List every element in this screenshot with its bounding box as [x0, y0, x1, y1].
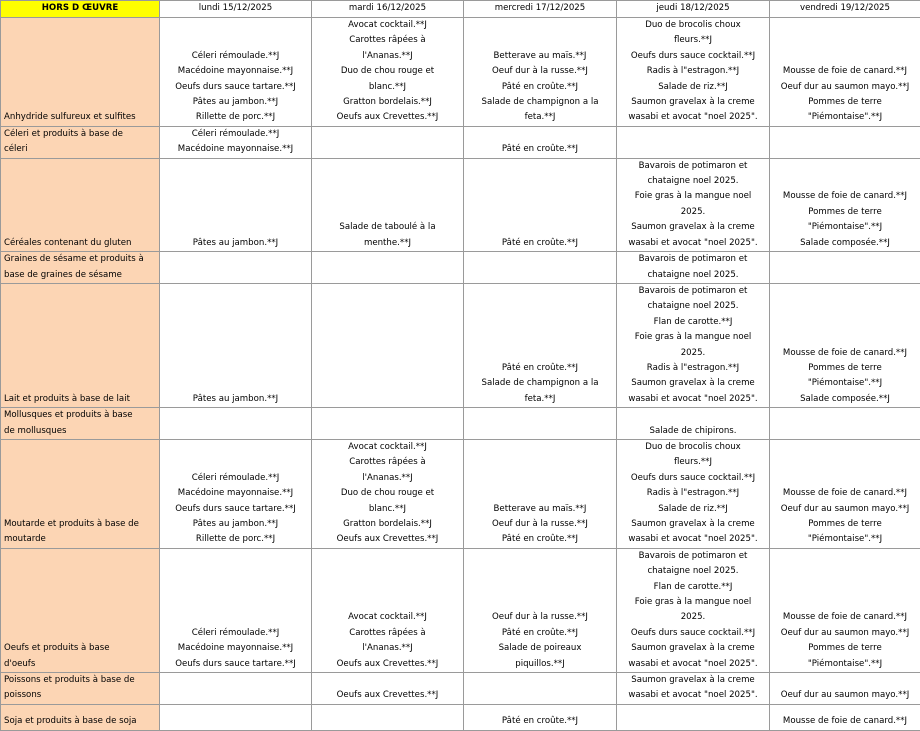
dish-line: fleurs.**J	[619, 455, 767, 470]
allergen-label	[1, 704, 160, 730]
dish-line: Oeuf dur au saumon mayo.**J	[772, 626, 918, 641]
dish-line: Oeuf dur au saumon mayo.**J	[772, 80, 918, 95]
menu-cell	[464, 158, 617, 251]
menu-cell	[312, 252, 464, 284]
menu-cell	[160, 126, 312, 158]
menu-cell	[464, 283, 617, 407]
menu-cell	[160, 18, 312, 127]
dish-line: Flan de carotte.**J	[619, 315, 767, 330]
menu-cell	[464, 408, 617, 440]
menu-cell	[770, 283, 920, 407]
dish-line: Saumon gravelax à la creme	[619, 95, 767, 110]
dish-line: Duo de brocolis choux	[619, 440, 767, 455]
dish-line: Pâté en croûte.**J	[466, 236, 614, 251]
allergen-label	[1, 283, 160, 407]
allergen-label	[1, 408, 160, 440]
dish-line: wasabi et avocat "noel 2025".	[619, 110, 767, 125]
header-row	[1, 1, 920, 18]
menu-cell	[464, 704, 617, 730]
dish-line: Pommes de terre	[772, 95, 918, 110]
dish-line: fleurs.**J	[619, 33, 767, 48]
dish-line: chataigne noel 2025.	[619, 564, 767, 579]
dish-line: Macédoine mayonnaise.**J	[162, 64, 309, 79]
dish-line: Salade de poireaux	[466, 641, 614, 656]
allergen-label-line: Poissons et produits à base de	[4, 673, 157, 688]
allergen-row	[1, 283, 920, 407]
menu-cell	[312, 18, 464, 127]
dish-line: chataigne noel 2025.	[619, 299, 767, 314]
allergen-label	[1, 548, 160, 672]
dish-line: feta.**J	[466, 110, 614, 125]
day-header: lundi 15/12/2025	[160, 1, 312, 18]
dish-line: Pâté en croûte.**J	[466, 361, 614, 376]
dish-line: Radis à l"estragon.**J	[619, 486, 767, 501]
dish-line: Pommes de terre	[772, 361, 918, 376]
menu-cell	[617, 439, 770, 548]
dish-line: "Piémontaise".**J	[772, 220, 918, 235]
dish-line: Mousse de foie de canard.**J	[772, 610, 918, 625]
menu-cell	[770, 548, 920, 672]
dish-line: Oeuf dur au saumon mayo.**J	[772, 502, 918, 517]
dish-line: Macédoine mayonnaise.**J	[162, 641, 309, 656]
menu-cell	[312, 673, 464, 705]
menu-cell	[617, 408, 770, 440]
allergen-label	[1, 158, 160, 251]
dish-line: Mousse de foie de canard.**J	[772, 189, 918, 204]
menu-cell	[617, 126, 770, 158]
allergen-label	[1, 126, 160, 158]
dish-line: Radis à l"estragon.**J	[619, 64, 767, 79]
dish-line: Pâté en croûte.**J	[466, 142, 614, 157]
dish-line: wasabi et avocat "noel 2025".	[619, 236, 767, 251]
allergen-label-line: Graines de sésame et produits à	[4, 252, 157, 267]
dish-line: Pommes de terre	[772, 205, 918, 220]
menu-cell	[160, 252, 312, 284]
allergen-row	[1, 439, 920, 548]
dish-line: Duo de brocolis choux	[619, 18, 767, 33]
dish-line: Pâté en croûte.**J	[466, 714, 614, 729]
allergen-label-line: d'oeufs	[4, 657, 157, 672]
dish-line: Salade de riz.**J	[619, 502, 767, 517]
menu-cell	[464, 252, 617, 284]
dish-line: Mousse de foie de canard.**J	[772, 64, 918, 79]
allergen-label	[1, 252, 160, 284]
dish-line: Avocat cocktail.**J	[314, 610, 461, 625]
dish-line: Oeufs durs sauce cocktail.**J	[619, 626, 767, 641]
allergen-row	[1, 252, 920, 284]
menu-cell	[464, 439, 617, 548]
menu-cell	[312, 548, 464, 672]
dish-line: Pâtes au jambon.**J	[162, 236, 309, 251]
menu-cell	[617, 283, 770, 407]
allergen-label-line: Céréales contenant du gluten	[4, 236, 157, 251]
dish-line: Radis à l"estragon.**J	[619, 361, 767, 376]
dish-line: Salade de taboulé à la	[314, 220, 461, 235]
menu-cell	[770, 673, 920, 705]
dish-line: Oeufs durs sauce tartare.**J	[162, 80, 309, 95]
dish-line: Pâtes au jambon.**J	[162, 517, 309, 532]
menu-cell	[617, 18, 770, 127]
dish-line: piquillos.**J	[466, 657, 614, 672]
section-title: HORS D ŒUVRE	[1, 1, 160, 18]
allergen-row	[1, 158, 920, 251]
day-header: mardi 16/12/2025	[312, 1, 464, 18]
dish-line: Oeufs durs sauce cocktail.**J	[619, 49, 767, 64]
allergen-label	[1, 18, 160, 127]
dish-line: Carottes râpées à	[314, 626, 461, 641]
dish-line: Céleri rémoulade.**J	[162, 127, 309, 142]
dish-line: Oeufs aux Crevettes.**J	[314, 532, 461, 547]
day-header: vendredi 19/12/2025	[770, 1, 920, 18]
menu-cell	[160, 158, 312, 251]
menu-cell	[770, 408, 920, 440]
dish-line: Duo de chou rouge et	[314, 486, 461, 501]
menu-cell	[464, 548, 617, 672]
dish-line: Avocat cocktail.**J	[314, 440, 461, 455]
dish-line: Oeufs aux Crevettes.**J	[314, 657, 461, 672]
dish-line: Foie gras à la mangue noel	[619, 189, 767, 204]
menu-cell	[312, 704, 464, 730]
dish-line: l'Ananas.**J	[314, 641, 461, 656]
dish-line: "Piémontaise".**J	[772, 110, 918, 125]
dish-line: wasabi et avocat "noel 2025".	[619, 392, 767, 407]
dish-line: Oeufs durs sauce tartare.**J	[162, 657, 309, 672]
menu-cell	[617, 673, 770, 705]
dish-line: Gratton bordelais.**J	[314, 517, 461, 532]
menu-cell	[312, 126, 464, 158]
dish-line: Céleri rémoulade.**J	[162, 49, 309, 64]
dish-line: Betterave au maïs.**J	[466, 502, 614, 517]
dish-line: Duo de chou rouge et	[314, 64, 461, 79]
dish-line: Céleri rémoulade.**J	[162, 626, 309, 641]
dish-line: 2025.	[619, 346, 767, 361]
dish-line: Mousse de foie de canard.**J	[772, 486, 918, 501]
allergen-label-line: Anhydride sulfureux et sulfites	[4, 110, 157, 125]
dish-line: Saumon gravelax à la creme	[619, 220, 767, 235]
dish-line: "Piémontaise".**J	[772, 657, 918, 672]
menu-cell	[617, 158, 770, 251]
dish-line: Oeuf dur à la russe.**J	[466, 610, 614, 625]
allergen-label-line: de mollusques	[4, 424, 157, 439]
menu-cell	[312, 158, 464, 251]
dish-line: Oeufs aux Crevettes.**J	[314, 688, 461, 703]
allergen-label-line: Mollusques et produits à base	[4, 408, 157, 423]
dish-line: Pâté en croûte.**J	[466, 80, 614, 95]
dish-line: Bavarois de potimaron et	[619, 159, 767, 174]
menu-cell	[160, 704, 312, 730]
menu-cell	[464, 673, 617, 705]
allergen-row	[1, 704, 920, 730]
dish-line: Mousse de foie de canard.**J	[772, 714, 918, 729]
menu-cell	[312, 283, 464, 407]
dish-line: chataigne noel 2025.	[619, 268, 767, 283]
allergen-label-line: poissons	[4, 688, 157, 703]
allergen-label-line: base de graines de sésame	[4, 268, 157, 283]
dish-line: 2025.	[619, 610, 767, 625]
dish-line: Foie gras à la mangue noel	[619, 595, 767, 610]
menu-cell	[160, 408, 312, 440]
dish-line: Bavarois de potimaron et	[619, 549, 767, 564]
menu-cell	[312, 408, 464, 440]
dish-line: Betterave au maïs.**J	[466, 49, 614, 64]
dish-line: Saumon gravelax à la creme	[619, 376, 767, 391]
dish-line: Flan de carotte.**J	[619, 580, 767, 595]
dish-line: menthe.**J	[314, 236, 461, 251]
dish-line: Salade de champignon a la	[466, 95, 614, 110]
dish-line: Pâtes au jambon.**J	[162, 95, 309, 110]
dish-line: 2025.	[619, 205, 767, 220]
dish-line: l'Ananas.**J	[314, 49, 461, 64]
allergen-label-line: Lait et produits à base de lait	[4, 392, 157, 407]
menu-cell	[160, 548, 312, 672]
dish-line: Pâté en croûte.**J	[466, 626, 614, 641]
dish-line: Salade composée.**J	[772, 392, 918, 407]
dish-line: Pommes de terre	[772, 517, 918, 532]
dish-line: Salade de champignon a la	[466, 376, 614, 391]
allergen-rows	[1, 18, 920, 731]
menu-cell	[312, 439, 464, 548]
dish-line: Oeufs aux Crevettes.**J	[314, 110, 461, 125]
dish-line: Bavarois de potimaron et	[619, 284, 767, 299]
menu-cell	[770, 18, 920, 127]
dish-line: Salade de chipirons.	[619, 424, 767, 439]
menu-cell	[160, 673, 312, 705]
allergen-row	[1, 548, 920, 672]
dish-line: l'Ananas.**J	[314, 471, 461, 486]
dish-line: feta.**J	[466, 392, 614, 407]
menu-cell	[770, 126, 920, 158]
dish-line: blanc.**J	[314, 502, 461, 517]
dish-line: Oeufs durs sauce tartare.**J	[162, 502, 309, 517]
dish-line: wasabi et avocat "noel 2025".	[619, 657, 767, 672]
dish-line: Pommes de terre	[772, 641, 918, 656]
dish-line: Saumon gravelax à la creme	[619, 673, 767, 688]
day-header: mercredi 17/12/2025	[464, 1, 617, 18]
allergen-label-line: moutarde	[4, 532, 157, 547]
dish-line: chataigne noel 2025.	[619, 174, 767, 189]
menu-cell	[464, 126, 617, 158]
dish-line: Saumon gravelax à la creme	[619, 641, 767, 656]
dish-line: Bavarois de potimaron et	[619, 252, 767, 267]
day-header: jeudi 18/12/2025	[617, 1, 770, 18]
menu-cell	[770, 704, 920, 730]
allergen-label-line: Oeufs et produits à base	[4, 641, 157, 656]
dish-line: Rillette de porc.**J	[162, 532, 309, 547]
dish-line: Rillette de porc.**J	[162, 110, 309, 125]
allergen-label-line: Soja et produits à base de soja	[4, 714, 157, 729]
dish-line: Oeufs durs sauce cocktail.**J	[619, 471, 767, 486]
dish-line: Carottes râpées à	[314, 33, 461, 48]
dish-line: Macédoine mayonnaise.**J	[162, 142, 309, 157]
allergen-row	[1, 673, 920, 705]
menu-cell	[770, 158, 920, 251]
dish-line: blanc.**J	[314, 80, 461, 95]
allergen-label-line: Céleri et produits à base de	[4, 127, 157, 142]
dish-line: "Piémontaise".**J	[772, 532, 918, 547]
menu-cell	[160, 439, 312, 548]
dish-line: wasabi et avocat "noel 2025".	[619, 532, 767, 547]
menu-cell	[770, 252, 920, 284]
dish-line: Saumon gravelax à la creme	[619, 517, 767, 532]
dish-line: Foie gras à la mangue noel	[619, 330, 767, 345]
dish-line: "Piémontaise".**J	[772, 376, 918, 391]
dish-line: Mousse de foie de canard.**J	[772, 346, 918, 361]
allergen-label	[1, 439, 160, 548]
menu-cell	[617, 252, 770, 284]
dish-line: Macédoine mayonnaise.**J	[162, 486, 309, 501]
dish-line: Pâté en croûte.**J	[466, 532, 614, 547]
allergen-row	[1, 18, 920, 127]
menu-cell	[617, 548, 770, 672]
dish-line: Pâtes au jambon.**J	[162, 392, 309, 407]
dish-line: wasabi et avocat "noel 2025".	[619, 688, 767, 703]
allergen-row	[1, 126, 920, 158]
dish-line: Carottes râpées à	[314, 455, 461, 470]
menu-cell	[770, 439, 920, 548]
menu-cell	[617, 704, 770, 730]
dish-line: Oeuf dur à la russe.**J	[466, 517, 614, 532]
allergen-label-line: Moutarde et produits à base de	[4, 517, 157, 532]
dish-line: Oeuf dur à la russe.**J	[466, 64, 614, 79]
dish-line: Salade de riz.**J	[619, 80, 767, 95]
allergen-label-line: céleri	[4, 142, 157, 157]
allergen-label	[1, 673, 160, 705]
dish-line: Gratton bordelais.**J	[314, 95, 461, 110]
allergen-row	[1, 408, 920, 440]
menu-cell	[464, 18, 617, 127]
menu-cell	[160, 283, 312, 407]
dish-line: Avocat cocktail.**J	[314, 18, 461, 33]
dish-line: Salade composée.**J	[772, 236, 918, 251]
dish-line: Céleri rémoulade.**J	[162, 471, 309, 486]
dish-line: Oeuf dur au saumon mayo.**J	[772, 688, 918, 703]
